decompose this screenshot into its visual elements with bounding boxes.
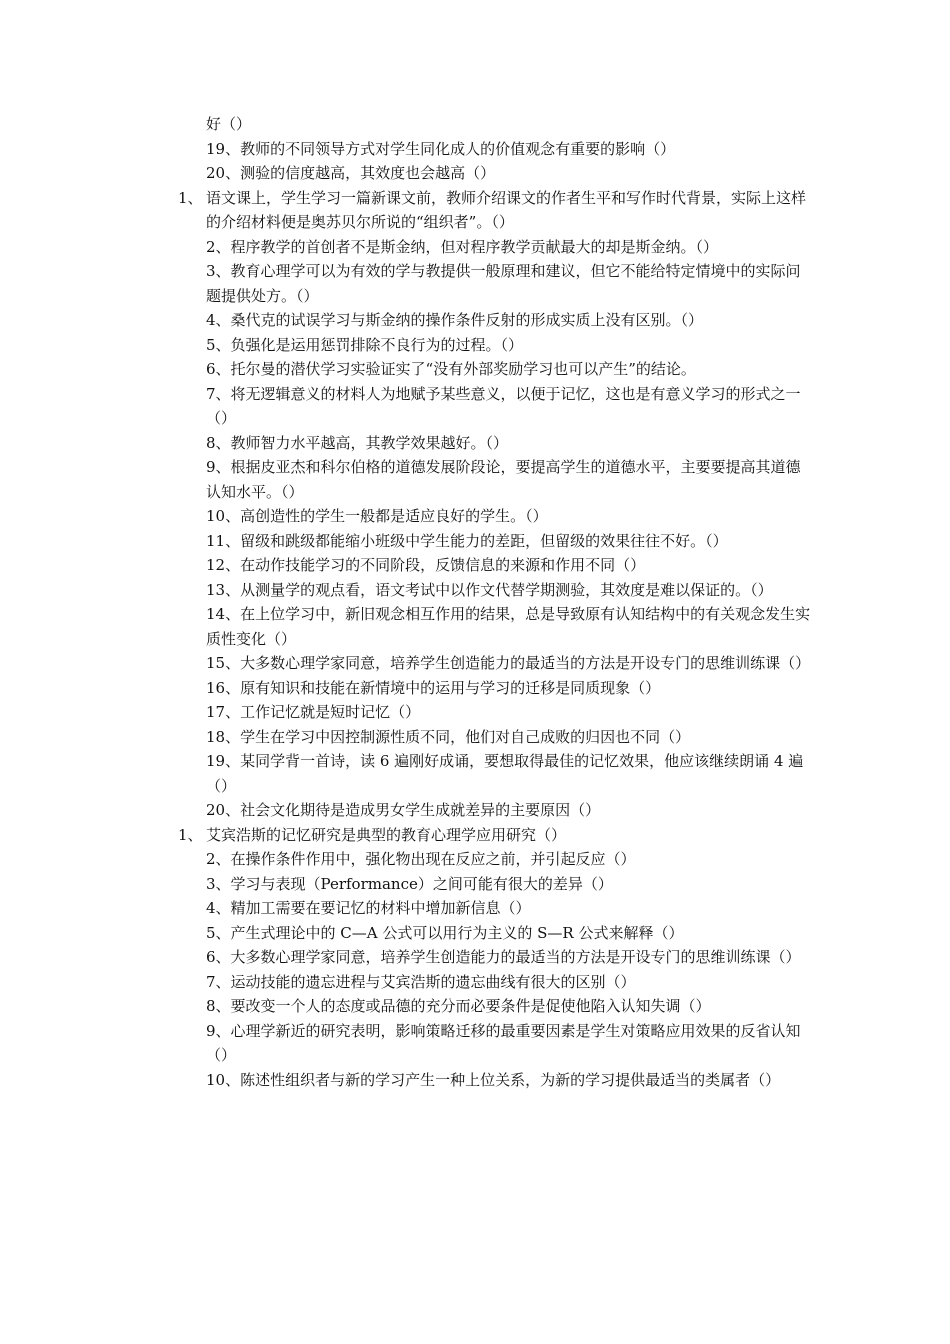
question-text: 2、程序教学的首创者不是斯金纳，但对程序教学贡献最大的却是斯金纳。（） xyxy=(206,237,719,256)
question-item xyxy=(178,186,812,235)
question-item xyxy=(206,161,812,186)
question-item xyxy=(178,823,812,848)
question-item xyxy=(206,308,812,333)
question-item xyxy=(206,137,812,162)
question-text: 4、精加工需要在要记忆的材料中增加新信息（） xyxy=(206,899,531,917)
question-text: 3、教育心理学可以为有效的学与教提供一般原理和建议，但它不能给特定情境中的实际问题提供处方。（） xyxy=(206,262,801,305)
question-text: 5、负强化是运用惩罚排除不良行为的过程。（） xyxy=(206,335,524,354)
question-text: 9、心理学新近的研究表明，影响策略迁移的最重要因素是学生对策略应用效果的反省认知（） xyxy=(206,1021,801,1064)
question-text: 10、高创造性的学生一般都是适应良好的学生。（） xyxy=(206,507,548,525)
question-text: 7、运动技能的遗忘进程与艾宾浩斯的遗忘曲线有很大的区别（） xyxy=(206,972,636,991)
question-text: 16、原有知识和技能在新情境中的运用与学习的迁移是同质现象（） xyxy=(206,678,661,697)
question-text: 8、要改变一个人的态度或品德的充分而必要条件是促使他陷入认知失调（） xyxy=(206,997,711,1015)
question-text: 5、产生式理论中的 C—A 公式可以用行为主义的 S—R 公式来解释（） xyxy=(206,923,684,942)
question-text: 19、某同学背一首诗，读 6 遍刚好成诵，要想取得最佳的记忆效果，他应该继续朗诵 4 遍（） xyxy=(206,752,804,795)
question-text: 11、留级和跳级都能缩小班级中学生能力的差距，但留级的效果往往不好。（） xyxy=(206,531,728,550)
question-item xyxy=(206,602,812,651)
question-item xyxy=(206,725,812,750)
question-text: 14、在上位学习中，新旧观念相互作用的结果，总是导致原有认知结构中的有关观念发生实质性变化（） xyxy=(206,605,811,648)
question-text: 6、托尔曼的潜伏学习实验证实了“没有外部奖励学习也可以产生”的结论。 xyxy=(206,360,696,378)
question-text: 20、社会文化期待是造成男女学生成就差异的主要原因（） xyxy=(206,801,601,819)
question-text: 好（） xyxy=(206,115,252,133)
question-item xyxy=(206,700,812,725)
question-item xyxy=(206,431,812,456)
question-item xyxy=(206,1019,812,1068)
question-text: 艾宾浩斯的记忆研究是典型的教育心理学应用研究（） xyxy=(206,825,567,844)
question-text: 3、学习与表现（Performance）之间可能有很大的差异（） xyxy=(206,874,613,893)
section-marker: 1、 xyxy=(178,825,203,844)
question-text: 18、学生在学习中因控制源性质不同，他们对自己成败的归因也不同（） xyxy=(206,727,691,746)
question-item xyxy=(206,872,812,897)
question-item xyxy=(206,578,812,603)
question-item xyxy=(206,235,812,260)
section-marker: 1、 xyxy=(178,188,203,207)
question-item xyxy=(206,112,812,137)
question-item xyxy=(206,651,812,676)
question-item xyxy=(206,382,812,431)
question-item xyxy=(206,896,812,921)
question-item xyxy=(206,333,812,358)
question-item xyxy=(206,798,812,823)
question-text: 12、在动作技能学习的不同阶段，反馈信息的来源和作用不同（） xyxy=(206,556,646,574)
question-text: 4、桑代克的试误学习与斯金纳的操作条件反射的形成实质上没有区别。（） xyxy=(206,311,704,329)
question-item xyxy=(206,970,812,995)
question-item xyxy=(206,847,812,872)
question-item xyxy=(206,676,812,701)
question-item xyxy=(206,455,812,504)
question-text: 10、陈述性组织者与新的学习产生一种上位关系，为新的学习提供最适当的类属者（） xyxy=(206,1070,781,1089)
question-text: 9、根据皮亚杰和科尔伯格的道德发展阶段论，要提高学生的道德水平，主要要提高其道德认知水平。（） xyxy=(206,458,801,501)
question-text: 20、测验的信度越高，其效度也会越高（） xyxy=(206,164,496,182)
question-item xyxy=(206,994,812,1019)
question-item xyxy=(206,259,812,308)
question-item xyxy=(206,945,812,970)
question-item xyxy=(206,504,812,529)
question-item xyxy=(206,529,812,554)
question-text: 15、大多数心理学家同意，培养学生创造能力的最适当的方法是开设专门的思维训练课（） xyxy=(206,654,811,672)
question-item xyxy=(206,1068,812,1093)
question-text: 8、教师智力水平越高，其教学效果越好。（） xyxy=(206,433,509,452)
question-text: 6、大多数心理学家同意，培养学生创造能力的最适当的方法是开设专门的思维训练课（） xyxy=(206,948,801,966)
question-text: 13、从测量学的观点看，语文考试中以作文代替学期测验，其效度是难以保证的。（） xyxy=(206,580,773,599)
question-text: 19、教师的不同领导方式对学生同化成人的价值观念有重要的影响（） xyxy=(206,139,676,158)
question-item xyxy=(206,749,812,798)
question-text: 17、工作记忆就是短时记忆（） xyxy=(206,703,421,721)
question-item xyxy=(206,553,812,578)
question-text: 2、在操作条件作用中，强化物出现在反应之前，并引起反应（） xyxy=(206,850,636,868)
question-text: 语文课上，学生学习一篇新课文前，教师介绍课文的作者生平和写作时代背景，实际上这样的介绍材料便是奥苏贝尔所说的“组织者”。（） xyxy=(206,188,807,231)
question-text: 7、将无逻辑意义的材料人为地赋予某些意义，以便于记忆，这也是有意义学习的形式之一（） xyxy=(206,384,801,427)
question-item xyxy=(206,357,812,382)
question-item xyxy=(206,921,812,946)
document-page xyxy=(0,112,950,1092)
